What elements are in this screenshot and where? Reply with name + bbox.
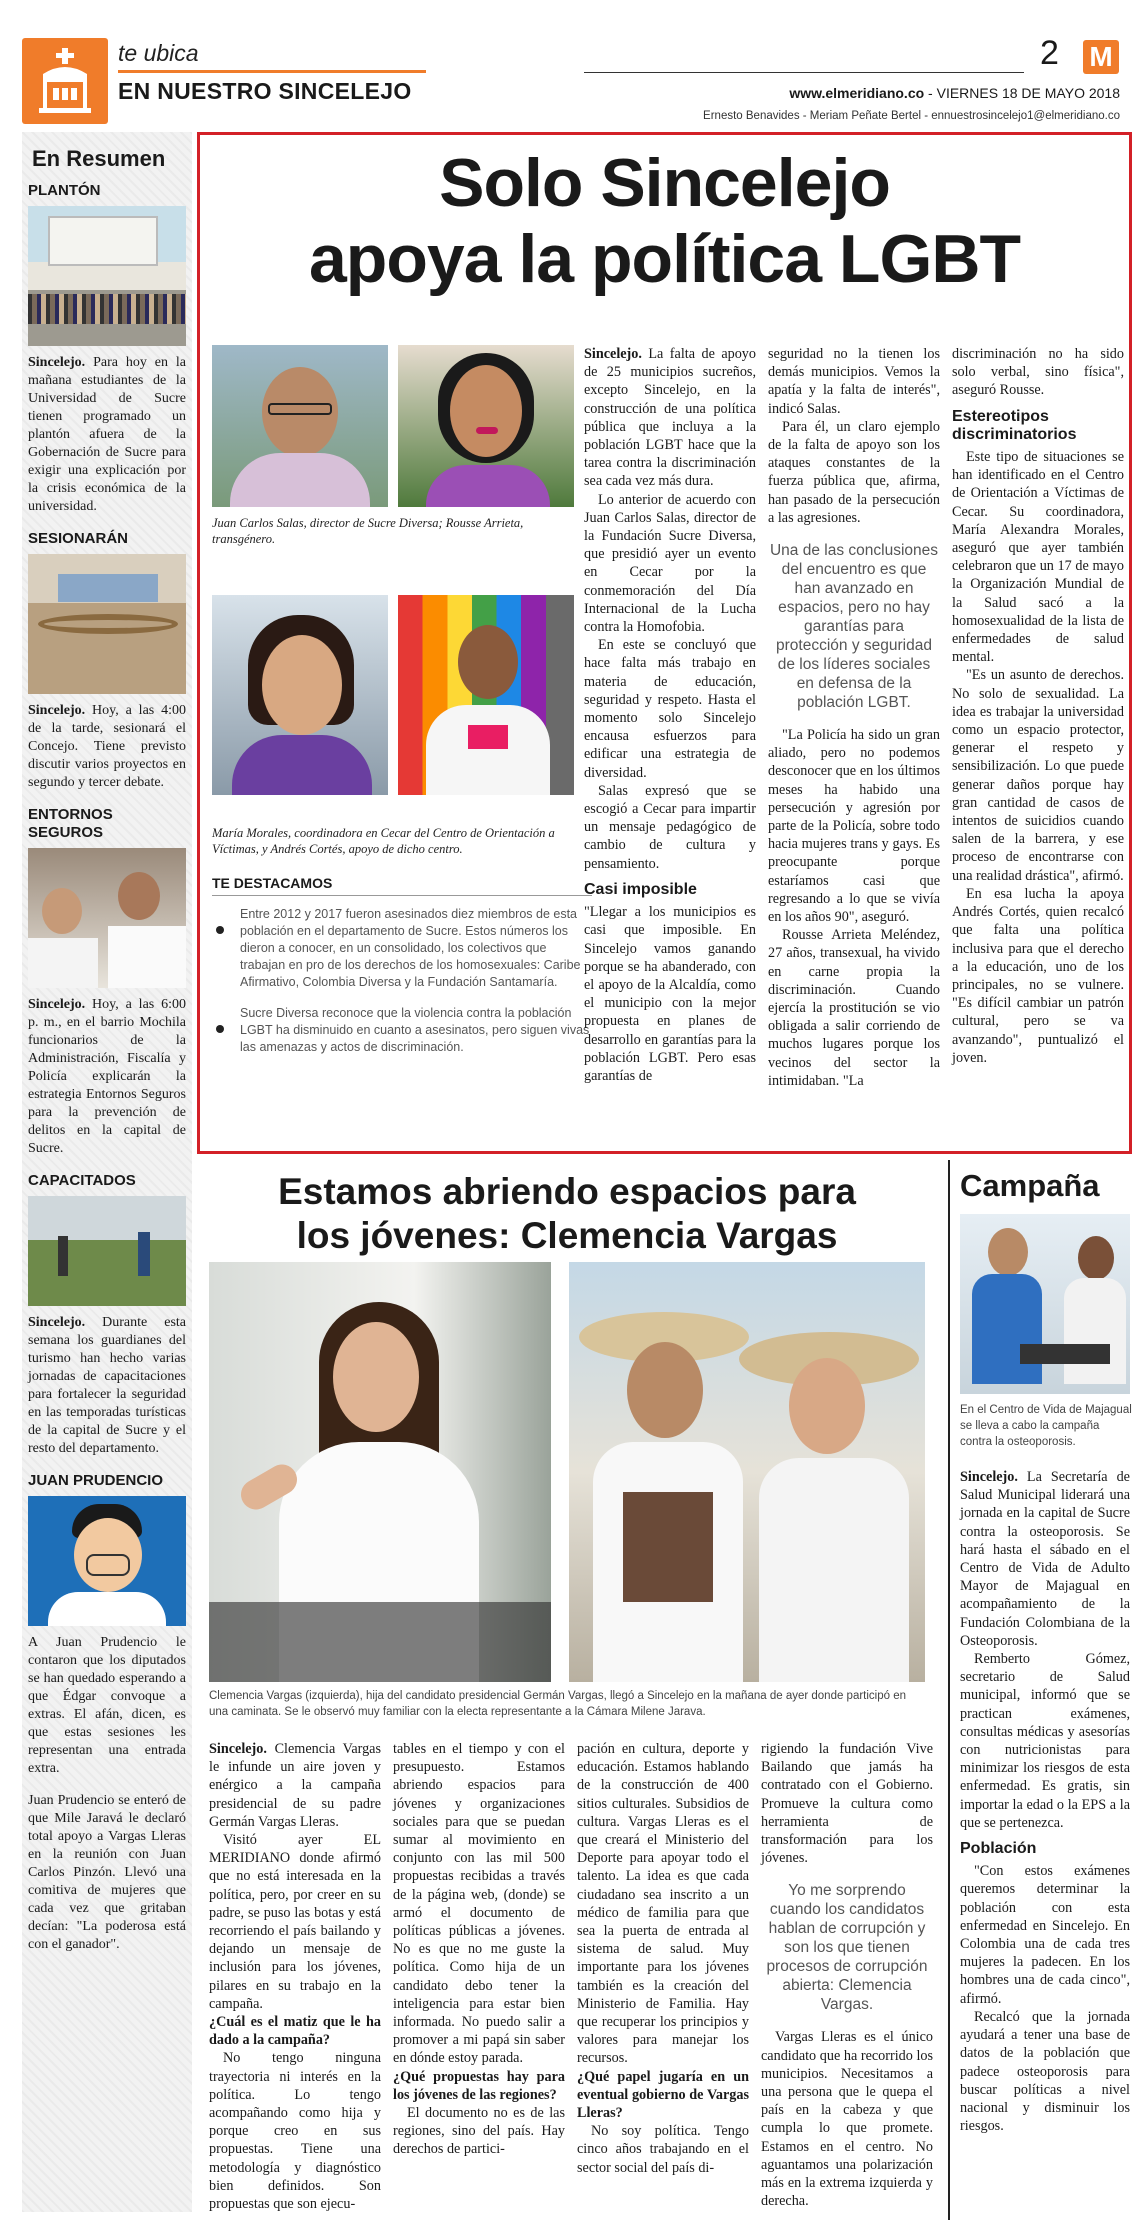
el-meridiano-logo: M: [1083, 40, 1119, 74]
article-column-2: seguridad no la tienen los demás municipios. Vemos la apatía y la falta de interés", indicó Salas. Para él, un claro ejemplo de la falta de apoyo son los ataques constantes de la fuerza pública que, afirma, han pasado de la persecución a las agresiones. Una de las conclusiones del encuentro es que han avanzado en espacios, pero no hay garantías para protección y seguridad de los líderes sociales en defensa de la población LGBT. "La Policía ha sido un gran aliado, pero no podemos desconocer que en los últimos meses ha habido una persecución y agresión por parte de la Policía, sobre todo hacia mujeres trans y gays. Es preocupante porque estaríamos casi que regresando a lo que se vivía en los años 90", aseguró. Rousse Arrieta Meléndez, 27 años, transexual, ha vivido en carne propia la discriminación. Cuando ejercía la prostitución se vio obligada a salir corriendo de muchos lugares porque los vecinos del sector la intimidaban. "La: [768, 346, 940, 1089]
header-rule: [584, 72, 1024, 73]
council-photo: [28, 554, 186, 694]
campana-column: [948, 1160, 1132, 2220]
pull-quote: Una de las conclusiones del encuentro es que han avanzado en espacios, pero no hay garantías para protección y seguridad de los líderes sociales en defensa de la población LGBT.: [769, 542, 939, 712]
en-resumen-sidebar: [22, 132, 192, 2212]
photo-juan-carlos-salas: [212, 345, 388, 507]
campana-text: Sincelejo. La Secretaría de Salud Municipal liderará una jornada en la capital de Sucre contra la osteoporosis. Se hará hasta el sábado en el Centro de Vida de Adulto Mayor de Majagual en acompañamiento de la Fundación Colombiana de la Osteoporosis. Remberto Gómez, secretario de Salud municipal, informó que se practican exámenes, consultas médicas y asesorías con nutricionistas para minimizar los riesgos de esta enfermedad. Es gratis, sin importar la edad o la EPS a la que se pertenezca. Población "Con estos exámenes queremos determinar la población con esta enfermedad en Sincelejo. En Colombia una de cada tres mujeres la padecen. En los hombres una de cada cinco", afirmó. Recalcó que la jornada ayudará a tener una base de datos de la población que padece osteoporosis para buscar políticas a nivel nacional y disminuir los riesgos.: [960, 1469, 1130, 2135]
section-title: EN NUESTRO SINCELEJO: [118, 78, 412, 104]
byline: Ernesto Benavides - Meriam Peñate Bertel - ennuestrosincelejo1@elmeridiano.co: [703, 110, 1120, 122]
brief-title: JUAN PRUDENCIO: [28, 1472, 164, 1489]
article-column-3: pación en cultura, deporte y educación. Estamos hablando de la construcción de 400 sitios culturales. Subsidios de cultura. Vargas Lleras es el que creará el Ministerio del Deporte para apoyar todo el talento. La idea es que cada ciudadano sea inscrito a un médico de familia para que sea la puerta de entrada al sistema de salud. Muy importante para los jóvenes también es la creación del Ministerio de Familia. Hay que recuperar los principios y valores para manejar los recursos. ¿Qué papel jugaría en un eventual gobierno de Vargas Lleras? No soy política. Tengo cinco años trabajando en el sector social del país di-: [577, 1741, 749, 2176]
photo-andres-cortes: [398, 595, 574, 795]
photo-clemencia-vargas: [209, 1262, 551, 1682]
photo-rousse-arrieta: [398, 345, 574, 507]
juan-prudencio-cartoon: [28, 1496, 186, 1626]
article-column-3: discriminación no ha sido solo verbal, sino física", aseguró Rousse. Estereotipos discriminatorios Este tipo de situaciones se han identificado en el Centro de Orientación a Víctimas de Cecar. Su coordinadora, María Alexandra Morales, aseguró que ayer también celebraron que un 17 de mayo la Organización Mundial de la Salud sacó a la homosexualidad de la lista de enfermedades de salud mental. "Es un asunto de derechos. No solo de sexualidad. La idea es trabajar la universidad como un espacio protector, generar el respeto y sensibilización. Lo que puede generar daños porque hay gran cantidad de casos de intentos de suicidios cuando salen de la barrera, y ese proceso de encontrarse con una realidad drástica", afirmó. En esa lucha la apoya Andrés Cortés, quien recalcó que falta una política inclusiva para que el derecho a la educación, uno de los principales, no se vulnere. "Es difícil cambiar un patrón cultural, pero se va avanzando", puntualizó el joven.: [952, 346, 1124, 1066]
brief-capacitados: CAPACITADOS Sincelejo. Durante esta semana los guardianes del turismo han hecho varias jornadas de capacitaciones para fortalecer la seguridad en las temporadas turísticas de la capital de Sucre y el resto del departamento.: [28, 1172, 186, 1456]
clemencia-vargas-article: [197, 1160, 937, 2220]
brief-title: ENTORNOS SEGUROS: [28, 806, 113, 841]
kicker-rule: [118, 70, 426, 73]
brief-title: CAPACITADOS: [28, 1172, 136, 1189]
brief-title: PLANTÓN: [28, 182, 101, 199]
destacamos-list: [212, 906, 592, 1056]
officials-photo: [28, 848, 186, 988]
sidebar-title: En Resumen: [32, 146, 166, 171]
lgbt-article: [197, 132, 1132, 1154]
church-logo-icon: [22, 38, 108, 124]
article-headline: Solo Sincelejo apoya la política LGBT: [308, 145, 1021, 297]
pull-quote: Yo me sorprendo cuando los candidatos hablan de corrupción y son los que tienen procesos de corrupción abierta: Clemencia Vargas.: [766, 1882, 928, 2014]
article-headline: Estamos abriendo espacios para los jóvenes: Clemencia Vargas: [278, 1171, 856, 1256]
section-kicker: te ubica: [118, 40, 199, 66]
brief-entornos-seguros: ENTORNOS SEGUROS Sincelejo. Hoy, a las 6:00 p. m., en el barrio Mochila funcionarios de la Administración, Fiscalía y Policía explicarán la estrategia Entornos Seguros para la prevención de delitos en la capital de Sucre.: [28, 806, 186, 1156]
photo-caption: María Morales, coordinadora en Cecar del Centro de Orientación a Víctimas, y Andrés Cortés, apoyo de dicho centro.: [212, 826, 555, 856]
site-url[interactable]: www.elmeridiano.co: [789, 85, 925, 101]
photo-maria-morales: [212, 595, 388, 795]
dateline: [584, 85, 1120, 101]
masthead: [0, 0, 1140, 125]
subhead: Población: [960, 1840, 1037, 1858]
brief-juan-prudencio-2: Juan Prudencio se enteró de que Mile Jaravá le declaró total apoyo a Vargas Lleras en la reunión con Juan Carlos Pinzón. Llevó una comitiva de mujeres que cada vez que gritaban decían: "La poderosa está con el ganador".: [28, 1793, 186, 1952]
subhead: Estereotipos discriminatorios: [952, 407, 1077, 443]
photo-caption: Juan Carlos Salas, director de Sucre Diversa; Rousse Arrieta, transgénero.: [212, 516, 524, 546]
brief-sesionaran: SESIONARÁN Sincelejo. Hoy, a las 4:00 de la tarde, sesionará el Concejo. Tiene previsto discutir varios proyectos en segundo y tercer debate.: [28, 530, 186, 790]
interview-question: ¿Cuál es el matiz que le ha dado a la campaña?: [209, 2014, 381, 2049]
photo-clemencia-milene: [569, 1262, 925, 1682]
interview-question: ¿Qué papel jugaría en un eventual gobierno de Vargas Lleras?: [577, 2068, 749, 2122]
osteoporosis-campaign-photo: [960, 1214, 1130, 1394]
brief-juan-prudencio: JUAN PRUDENCIO A Juan Prudencio le contaron que los diputados se han quedado esperando a que Édgar convoque a extras. El afán, dicen, es que estas sesiones les representan una entrada extra.: [28, 1472, 186, 1776]
list-item: Sucre Diversa reconoce que la violencia contra la población LGBT ha disminuido en cuanto a asesinatos, pero siguen vivas las amenazas y actos de discriminación.: [212, 1005, 592, 1056]
article-column-1: Sincelejo. Clemencia Vargas le infunde un aire joven y enérgico a la campaña presidencial de su padre Germán Vargas Lleras. Visitó ayer EL MERIDIANO donde afirmó que no está interesada en la política, pero, por creer en su padre, se puso las botas y está recorriendo el país bailando y dejando un mensaje de inclusión para los jóvenes, pilares en su trabajo en la campaña. ¿Cuál es el matiz que le ha dado a la campaña? No tengo ninguna trayectoria ni interés en la política. Lo tengo acompañando como hija y porque creo en sus propuestas. Tiene una metodología y diagnóstico bien definidos. Son propuestas que son ejecu-: [209, 1741, 381, 2213]
article-column-2: tables en el tiempo y con el presupuesto. Estamos abriendo espacios para jóvenes y organizaciones sociales para que se puedan sumar al movimiento en conjunto con las mil 500 propuestas recibidas a través de la página web, (donde) se armó el documento de políticas públicas a jóvenes. No es que no me guste la política. Como hija de un candidato debo tener la inteligencia para estar bien informada. No puedo salir a promover a mi papá sin saber en dónde estoy parada. ¿Qué propuestas hay para los jóvenes de las regiones? El documento no es de las regiones, sino del país. Hay derechos de partici-: [393, 1741, 565, 2158]
photo-caption: Clemencia Vargas (izquierda), hija del candidato presidencial Germán Vargas, llegó a Sincelejo en la mañana de ayer donde participó en una caminata. Se le observó muy familiar con la electa representante a la Cámara Milene Jarava.: [209, 1690, 907, 1718]
article-column-1: Sincelejo. La falta de apoyo de 25 municipios sucreños, excepto Sincelejo, en la construcción de una política pública que incluya a la población LGBT hace que la tarea contra la discriminación sea cada vez más dura. Lo anterior de acuerdo con Juan Carlos Salas, director de la Fundación Sucre Diversa, que presidió ayer un evento en Cecar por la conmemoración del Día Internacional de la Lucha contra la Homofobia. En este se concluyó que hace falta más trabajo en materia de educación, seguridad y respeto. Hasta el momento solo Sincelejo encausa esfuerzos para edificar una estrategia de diversidad. Salas expresó que se escogió a Cecar para impartir un mensaje pedagógico de cambio de cultura y pensamiento. Casi imposible "Llegar a los municipios es casi que imposible. En Sincelejo vamos ganando porque se ha abanderado, con el apoyo de la Alcaldía, como el municipio con la mejor propuesta en planes de desarrollo en garantías para la población LGBT. Pero esas garantías de: [584, 346, 756, 1084]
photo-caption: En el Centro de Vida de Majagual se lleva a cabo la campaña contra la osteoporosis.: [960, 1404, 1132, 1448]
brief-planton: PLANTÓN Sincelejo. Para hoy en la mañana estudiantes de la Universidad de Sucre tienen programado un plantón afuera de la Gobernación de Sucre para exigir una explicación por la crisis económica de la universidad.: [28, 182, 186, 514]
column-title: Campaña: [960, 1168, 1100, 1203]
protest-photo: [28, 206, 186, 346]
list-item: Entre 2012 y 2017 fueron asesinados diez miembros de esta población en el departamento de Sucre. Estos números los dieron a conocer, en un consolidado, los colectivos que trabajan en pro de los derechos de los homosexuales: Caribe Afirmativo, Colombia Diversa y la Fundación Santamaría.: [212, 906, 592, 991]
subhead: Casi imposible: [584, 880, 697, 898]
brief-title: SESIONARÁN: [28, 530, 129, 547]
interview-question: ¿Qué propuestas hay para los jóvenes de las regiones?: [393, 2068, 565, 2103]
destacamos-title: TE DESTACAMOS: [212, 875, 592, 896]
article-column-4: rigiendo la fundación Vive Bailando que jamás ha contratado con el Gobierno. Promueve la cultura como herramienta de transformación para los jóvenes. Yo me sorprendo cuando los candidatos hablan de corrupción y son los que tienen procesos de corrupción abierta: Clemencia Vargas. Vargas Lleras es el único candidato que ha recorrido los municipios. Necesitamos a una persona que le quepa el país en la cabeza y que cumpla lo que promete. Estamos en el centro. No aguantamos una polarización más en la extrema izquierda y derecha.: [761, 1741, 933, 2210]
training-photo: [28, 1196, 186, 1306]
te-destacamos-box: [212, 875, 592, 1070]
page-number: 2: [1040, 34, 1059, 72]
edition-date: - VIERNES 18 DE MAYO 2018: [924, 85, 1120, 101]
